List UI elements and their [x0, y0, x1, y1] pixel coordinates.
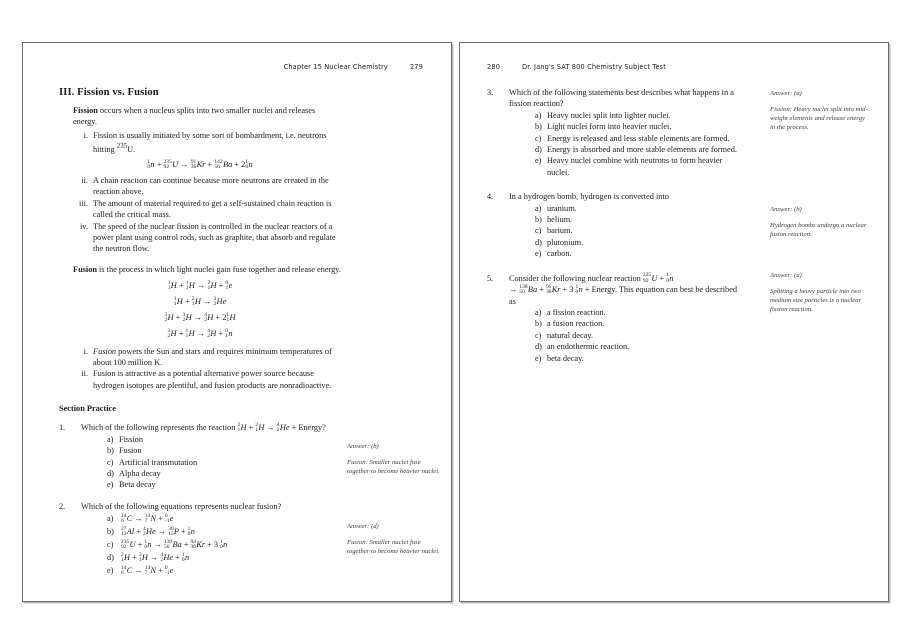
choice-label: e) — [107, 480, 114, 490]
choice-label: b) — [107, 527, 114, 537]
choice-text: Heavy nuclei combine with neutrons to form heavier nuclei. — [547, 156, 723, 177]
running-head-chapter: Chapter 15 Nuclear Chemistry — [283, 63, 388, 71]
running-head-book-title: Dr. Jang's SAT 800 Chemistry Subject Test — [522, 63, 666, 71]
fission-definition — [73, 105, 341, 128]
choice-text: Alpha decay — [119, 468, 161, 478]
choice-a[interactable] — [535, 203, 742, 214]
choice-e[interactable] — [535, 248, 742, 259]
fusion-equation-1: 1 1 H + 1 1 H → 2 1 H + 0 1 e — [167, 279, 233, 292]
choice-label: b) — [535, 319, 542, 329]
choice-label: a) — [535, 203, 542, 213]
fission-point-iv — [73, 221, 341, 255]
fission-point-ii-text: A chain reaction can continue because more neutrons are created in the reaction above. — [93, 175, 329, 197]
question-2-number: 2. — [59, 501, 66, 511]
choice-label: c) — [535, 133, 542, 143]
nuclide-krypton-91: 91 36 — [190, 158, 197, 171]
choice-label: e) — [535, 353, 542, 363]
fission-point-iii-text: The amount of material required to get a self-sustained chain reaction is called the critical mass. — [93, 198, 332, 220]
answer-q1-head: Answer: (b) — [347, 443, 379, 450]
choice-d[interactable] — [535, 144, 742, 155]
fission-point-i-text: Fission is usually initiated by some sort of bombardment, i.e. neutrons hitting $^{235}$U. — [93, 130, 327, 154]
choice-label: d) — [535, 342, 542, 352]
choice-e[interactable]: e) 14 6 C → 14 7 N + 0 -1 e — [107, 564, 174, 577]
page-right — [459, 42, 889, 602]
choice-text: Beta decay — [119, 480, 156, 490]
choice-label: d) — [107, 468, 114, 478]
question-5-choices — [509, 307, 742, 364]
answer-q2-explanation: Fusion: Smaller nuclei fuse together to become heavier nuclei. — [347, 539, 440, 555]
choice-e[interactable] — [535, 353, 742, 364]
question-5 — [487, 273, 742, 364]
choice-label: d) — [535, 237, 542, 247]
fission-equation: 1 0 n + 235 92 U → 91 36 Kr + 142 56 Ba + 2 1 0 n — [147, 158, 253, 171]
question-5-stem-equation: 235 92 U + 1 0 n → 138 56 Ba + 95 36 Kr + 3 1 0 n — [509, 272, 674, 296]
nuclide-neutron-2: 1 0 — [245, 158, 249, 171]
choice-c[interactable] — [535, 225, 742, 236]
page-number-280: 280 — [487, 63, 501, 71]
question-1 — [59, 422, 341, 491]
question-5-stem-pre: Consider the following nuclear reaction — [509, 273, 643, 283]
list-marker: i. — [83, 346, 88, 356]
fusion-point-i — [73, 346, 341, 369]
choice-e[interactable] — [107, 479, 341, 490]
fusion-term: Fusion — [73, 264, 97, 274]
choice-text: Heavy nuclei split into lighter nuclei. — [547, 110, 671, 120]
answer-note-q2 — [347, 522, 443, 556]
question-4-number: 4. — [487, 192, 494, 202]
choice-text: natural decay. — [547, 330, 593, 340]
choice-d[interactable] — [535, 237, 742, 248]
fission-point-iii — [73, 198, 341, 221]
choice-c[interactable] — [535, 330, 742, 341]
right-page-body — [487, 87, 742, 373]
nuclide-uranium-235: 235 92 — [163, 158, 172, 171]
fusion-points-list — [73, 346, 341, 392]
choice-label: c) — [535, 226, 542, 236]
question-1-stem-post: Energy? — [298, 423, 326, 433]
question-3-stem: Which of the following statements best describes what happens in a fission reaction? — [509, 88, 734, 109]
answer-note-q4 — [770, 205, 870, 239]
choice-b[interactable] — [535, 121, 742, 132]
choice-label: e) — [107, 566, 114, 576]
question-1-stem-equation: 2 1 H + 2 1 H → 4 2 He — [237, 421, 292, 434]
choice-c[interactable] — [107, 457, 341, 468]
choice-c[interactable]: c) 235 92 U + 1 0 n → 139 56 Ba + 94 36 Kr + 3 1 0 n — [107, 538, 228, 551]
choice-label: d) — [107, 553, 114, 563]
choice-a[interactable] — [107, 434, 341, 445]
list-marker: i. — [83, 130, 88, 140]
answer-q1-explanation: Fusion: Smaller nuclei fuse together to become heavier nuclei. — [347, 459, 440, 475]
fission-point-iv-text: The speed of the nuclear fission is controlled in the nuclear reactors of a power plant using control rods, such as graphite, that absorb and regulate the neutron flow. — [93, 221, 336, 254]
fission-definition-text: occurs when a nucleus splits into two smaller nuclei and releases energy. — [73, 106, 316, 127]
choice-label: c) — [107, 540, 114, 550]
fission-term: Fission — [73, 106, 98, 115]
choice-b[interactable] — [535, 214, 742, 225]
choice-label: a) — [535, 110, 542, 120]
fusion-point-ii — [73, 368, 341, 391]
section-heading-fission-vs-fusion: III. Fission vs. Fusion — [59, 87, 159, 98]
answer-q5-head: Answer: (a) — [770, 272, 802, 279]
fission-points-list — [73, 130, 341, 156]
question-2-stem: Which of the following equations represents nuclear fusion? — [81, 501, 282, 511]
choice-text: a fission reaction. — [547, 308, 606, 318]
choice-text: carbon. — [547, 249, 572, 259]
choice-text: Light nuclei form into heavier nuclei. — [547, 122, 672, 132]
list-marker: iv. — [80, 221, 88, 231]
choice-label: c) — [535, 330, 542, 340]
question-5-stem-post: Energy. This equation can best be described as — [509, 285, 738, 306]
answer-q2-head: Answer: (d) — [347, 523, 379, 530]
question-4-stem: In a hydrogen bomb, hydrogen is converted into — [509, 192, 669, 202]
choice-text: an endothermic reaction. — [547, 342, 630, 352]
running-head-left — [284, 63, 423, 71]
answer-q3-explanation: Fission: Heavy nuclei split into mid-weight elements and release energy in the process. — [770, 106, 868, 131]
choice-d[interactable]: d) 2 1 H + 3 1 H → 4 2 He + 1 0 n — [107, 551, 190, 564]
answer-q3-head: Answer: (a) — [770, 90, 802, 97]
choice-b[interactable]: b) 27 13 Al + 4 2 He → 30 15 P + 1 0 n — [107, 525, 195, 538]
choice-label: b) — [535, 122, 542, 132]
answer-q5-explanation: Splitting a heavy particle into two medium size particles is a nuclear fission reaction. — [770, 288, 862, 313]
fusion-equation-3: 3 2 H + 3 2 H → 4 2 H + 2 1 1 H — [164, 311, 236, 324]
question-1-stem: Which of the following represents the reaction 2 1 H + 2 1 H → 4 2 He + Energy? — [81, 421, 326, 434]
choice-label: b) — [107, 446, 114, 456]
left-page-body — [59, 87, 341, 586]
fission-point-ii — [73, 175, 341, 198]
fusion-point-i-italic: Fusion — [93, 346, 117, 356]
choice-a[interactable] — [535, 307, 742, 318]
list-marker: ii. — [81, 175, 88, 185]
fusion-point-ii-text: Fusion is attractive as a potential alternative power source because hydrogen isotopes are plentiful, and fusion products are nonradioactive. — [93, 369, 332, 390]
choice-text: barium. — [547, 226, 573, 236]
question-1-number: 1. — [59, 423, 66, 433]
answer-note-q5 — [770, 271, 870, 314]
choice-c[interactable] — [535, 133, 742, 144]
choice-text: Fission — [119, 434, 143, 444]
running-head-right — [487, 63, 666, 71]
choice-label: a) — [107, 434, 114, 444]
choice-a[interactable] — [535, 110, 742, 121]
question-1-choices — [81, 434, 341, 491]
question-3 — [487, 87, 742, 178]
choice-text: Fusion — [119, 446, 142, 456]
answer-note-q3 — [770, 89, 870, 132]
answer-q4-head: Answer: (b) — [770, 206, 802, 213]
choice-text: plutonium. — [547, 237, 584, 247]
choice-text: Energy is absorbed and more stable elements are formed. — [547, 145, 737, 155]
choice-text: helium. — [547, 215, 573, 225]
question-4-choices — [509, 203, 742, 260]
list-marker: iii. — [79, 198, 88, 208]
section-practice-heading: Section Practice — [59, 404, 116, 414]
choice-label: e) — [535, 249, 542, 259]
fusion-equations — [59, 279, 341, 341]
choice-e[interactable] — [535, 155, 742, 178]
choice-b[interactable] — [535, 318, 742, 329]
fission-points-list-rest — [73, 175, 341, 255]
choice-label: a) — [535, 308, 542, 318]
question-3-number: 3. — [487, 88, 494, 97]
question-3-choices — [509, 110, 742, 178]
choice-label: d) — [535, 145, 542, 155]
fusion-definition — [73, 264, 341, 275]
choice-label: b) — [535, 215, 542, 225]
question-1-stem-pre: Which of the following represents the reaction — [81, 423, 238, 433]
question-2-choices — [81, 512, 341, 577]
fusion-equation-2: 1 1 H + 2 1 H → 3 2 He — [173, 295, 227, 308]
choice-label: c) — [107, 457, 114, 467]
fission-point-i — [73, 130, 341, 156]
question-2 — [59, 501, 341, 577]
choice-text: Energy is released and less stable elements are formed. — [547, 133, 730, 143]
choice-label: e) — [535, 156, 542, 166]
nuclide-neutron: 1 0 — [147, 158, 151, 171]
choice-text: Artificial transmutation — [119, 457, 198, 467]
fusion-point-i-text: powers the Sun and stars and requires minimum temperatures of about 100 million K. — [93, 346, 332, 368]
list-marker: ii. — [81, 369, 88, 379]
answer-note-q1 — [347, 442, 443, 476]
nuclide-barium-142: 142 56 — [214, 158, 223, 171]
choice-text: a fusion reaction. — [547, 319, 605, 329]
choice-text: beta decay. — [547, 353, 584, 363]
choice-label: a) — [107, 514, 114, 524]
page-left — [22, 42, 452, 602]
fusion-equation-4: 3 2 H + 1 1 H → 4 2 H + 0 1 n — [167, 327, 233, 340]
choice-text: uranium. — [547, 203, 577, 213]
question-5-stem: Consider the following nuclear reaction 235 92 U + 1 0 n → 138 56 Ba + 95 36 Kr + 3 1 0 n + Energy. This equation can best be described as — [509, 272, 738, 306]
question-4 — [487, 191, 742, 259]
choice-d[interactable] — [535, 341, 742, 352]
choice-d[interactable] — [107, 468, 341, 479]
fusion-definition-text: is the process in which light nuclei gain fuse together and release energy. — [96, 264, 341, 274]
page-number-279: 279 — [409, 63, 423, 71]
choice-a[interactable]: a) 14 6 C → 14 7 N + 0 -1 e — [107, 512, 174, 525]
question-5-number: 5. — [487, 273, 494, 283]
choice-b[interactable] — [107, 445, 341, 456]
answer-q4-explanation: Hydrogen bombs undergo a nuclear fusion reaction. — [770, 222, 867, 238]
